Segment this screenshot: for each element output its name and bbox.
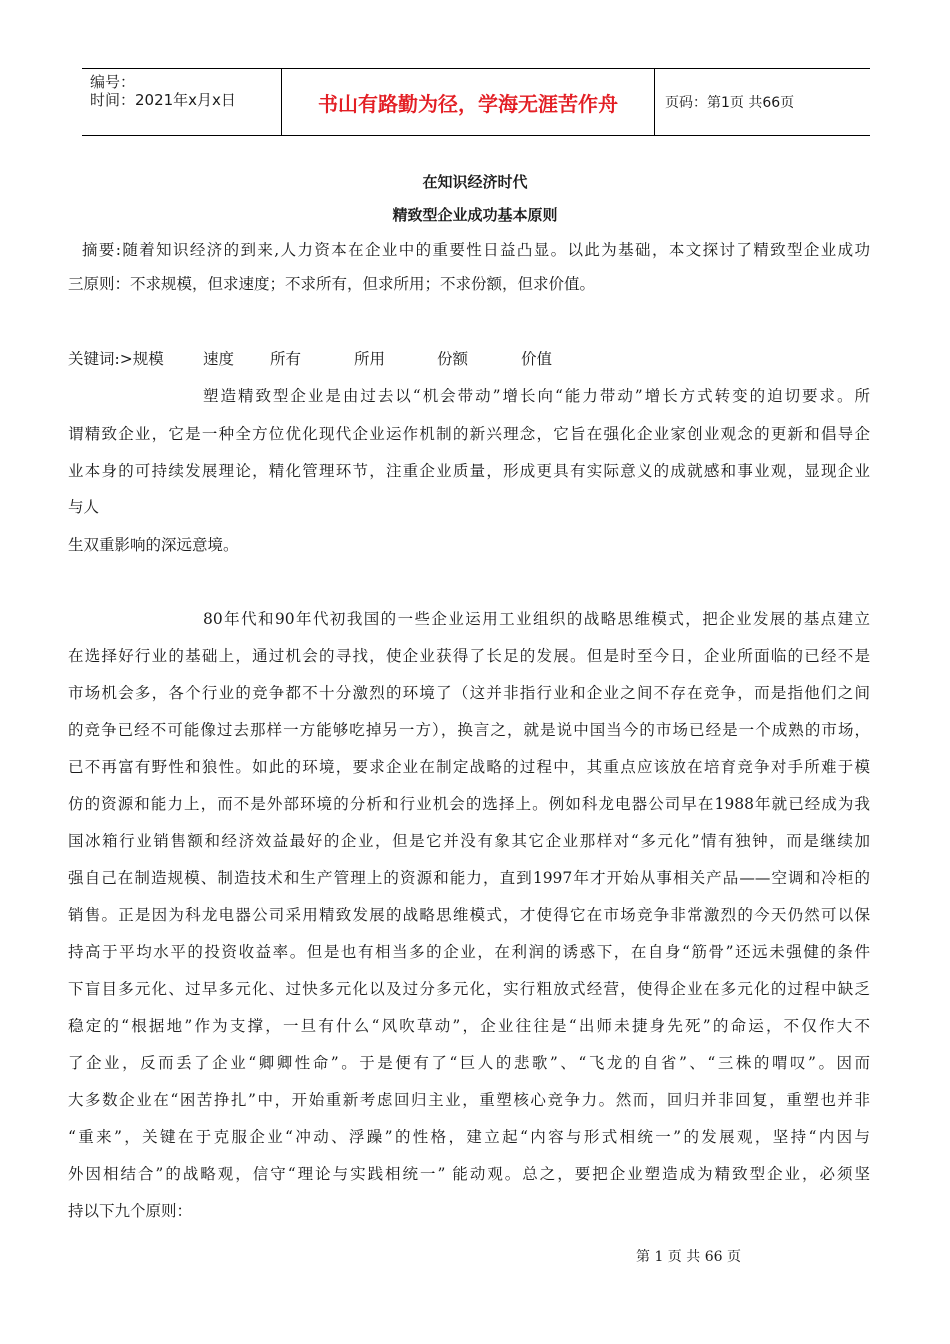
paragraph-line: 的竞争已经不可能像过去那样一方能够吃掉另一方），换言之，就是说中国当今的市场已经是一个成熟的市场， [68, 721, 870, 739]
keyword-item: 价值 [521, 350, 553, 368]
paragraph-line: 销售。正是因为科龙电器公司采用精致发展的战略思维模式，才使得它在市场竞争非常激烈的今天仍然可以保 [68, 906, 870, 924]
paragraph-line: 与人 [68, 498, 100, 516]
paragraph-line: 仿的资源和能力上，而不是外部环境的分析和行业机会的选择上。例如科龙电器公司早在1988年就已经成为我 [68, 795, 870, 813]
paragraph-line: 持高于平均水平的投资收益率。但是也有相当多的企业，在利润的诱惑下，在自身“筋骨”还远未强健的条件 [68, 943, 870, 961]
document-time-label: 时间：2021年x月x日 [90, 91, 236, 109]
keyword-item: 所用 [354, 350, 386, 368]
motto-text: 书山有路勤为径，学海无涯苦作舟 [318, 92, 618, 116]
keywords-label: 关键词:>规模 [68, 350, 164, 368]
paragraph-line: “重来”，关键在于克服企业“冲动、浮躁”的性格，建立起“内容与形式相统一”的发展观，坚持“内因与 [68, 1128, 870, 1146]
document-header [82, 68, 870, 136]
paragraph-line: 了企业，反而丢了企业“卿卿性命”。于是便有了“巨人的悲歌”、“飞龙的自省”、“三株的喟叹”。因而 [68, 1054, 870, 1072]
paragraph-line: 80年代和90年代初我国的一些企业运用工业组织的战略思维模式，把企业发展的基点建立 [203, 610, 870, 628]
paragraph-line: 生双重影响的深远意境。 [68, 536, 239, 554]
paragraph-line: 市场机会多，各个行业的竞争都不十分激烈的环境了（这并非指行业和企业之间不存在竞争，而是指他们之间 [68, 684, 870, 702]
paragraph-line: 下盲目多元化、过早多元化、过快多元化以及过分多元化，实行粗放式经营，使得企业在多元化的过程中缺乏 [68, 980, 870, 998]
abstract-line: 三原则：不求规模，但求速度；不求所有，但求所用；不求份额，但求价值。 [68, 275, 596, 293]
paragraph-line: 持以下九个原则： [68, 1202, 193, 1220]
paragraph-line: 业本身的可持续发展理论，精化管理环节，注重企业质量，形成更具有实际意义的成就感和事业观，显现企业 [68, 462, 870, 480]
paragraph-line: 外因相结合”的战略观，信守“理论与实践相统一” 能动观。总之，要把企业塑造成为精致型企业，必须坚 [68, 1165, 870, 1183]
header-motto-cell [282, 69, 655, 135]
header-left-cell [82, 69, 282, 135]
paragraph-line: 塑造精致型企业是由过去以“机会带动”增长向“能力带动”增长方式转变的迫切要求。所 [203, 387, 870, 405]
keyword-item: 份额 [437, 350, 469, 368]
page-footer: 第 1 页 共 66 页 [636, 1249, 741, 1265]
keyword-item: 速度 [203, 350, 235, 368]
keyword-item: 所有 [270, 350, 302, 368]
paragraph-line: 国冰箱行业销售额和经济效益最好的企业，但是它并没有象其它企业那样对“多元化”情有独钟，而是继续加 [68, 832, 870, 850]
abstract-line: 摘要:随着知识经济的到来,人力资本在企业中的重要性日益凸显。以此为基础，本文探讨了精致型企业成功 [82, 241, 870, 259]
paragraph-line: 在选择好行业的基础上，通过机会的寻找，使企业获得了长足的发展。但是时至今日，企业所面临的已经不是 [68, 647, 870, 665]
title-line-2: 精致型企业成功基本原则 [392, 206, 558, 224]
paragraph-line: 谓精致企业，它是一种全方位优化现代企业运作机制的新兴理念，它旨在强化企业家创业观念的更新和倡导企 [68, 425, 870, 443]
paragraph-line: 稳定的“根据地”作为支撑，一旦有什么“风吹草动”，企业往往是“出师未捷身先死”的命运，不仅作大不 [68, 1017, 870, 1035]
paragraph-line: 已不再富有野性和狼性。如此的环境，要求企业在制定战略的过程中，其重点应该放在培育竞争对手所难于模 [68, 758, 870, 776]
document-number-label: 编号： [90, 73, 136, 91]
paragraph-line: 强自己在制造规模、制造技术和生产管理上的资源和能力，直到1997年才开始从事相关产品——空调和冷柜的 [68, 869, 870, 887]
page-info-text: 页码：第1页 共66页 [665, 95, 795, 111]
title-line-1: 在知识经济时代 [422, 173, 528, 191]
paragraph-line: 大多数企业在“困苦挣扎”中，开始重新考虑回归主业，重塑核心竞争力。然而，回归并非回复，重塑也并非 [68, 1091, 870, 1109]
header-page-cell [655, 69, 870, 135]
